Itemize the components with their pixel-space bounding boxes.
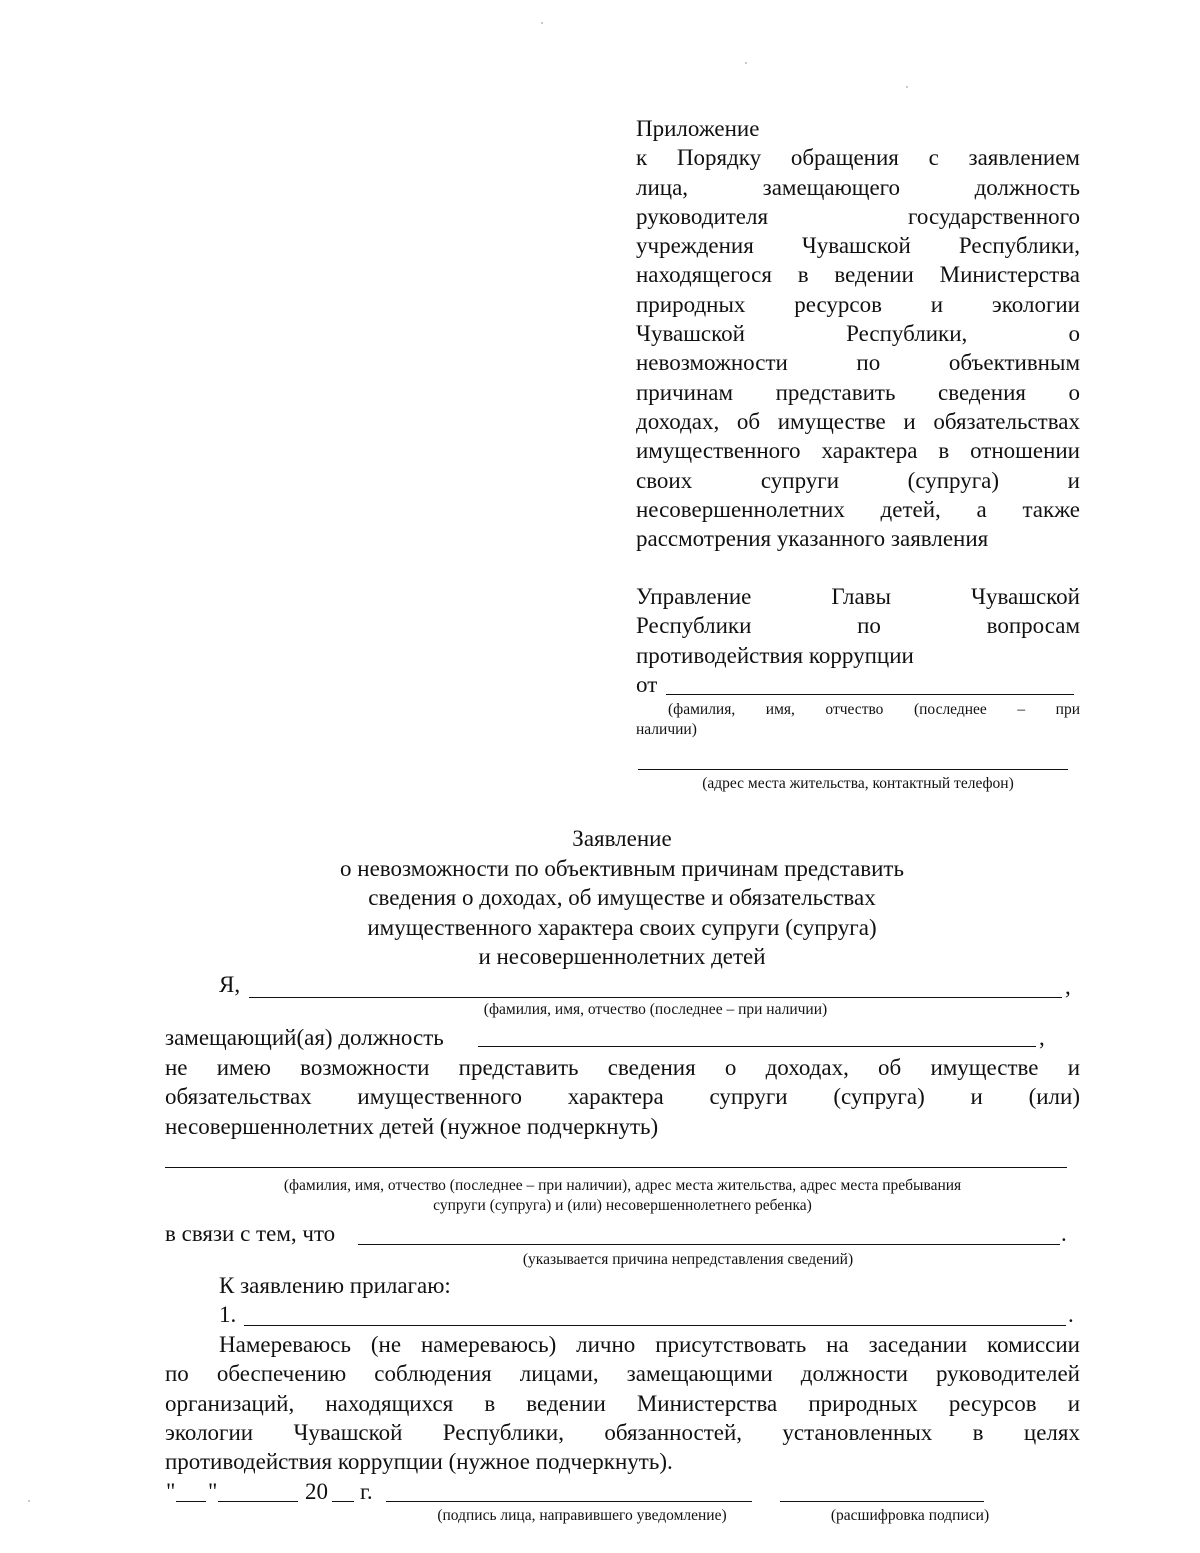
date-quote-close: " xyxy=(208,1479,218,1504)
addressee-line: Управление Главы Чувашской xyxy=(636,584,1080,609)
scan-speck xyxy=(541,22,543,24)
signature-hint: (подпись лица, направившего уведомление) xyxy=(437,1507,727,1524)
from-label: от xyxy=(636,671,658,697)
date-day-field-line xyxy=(176,1501,206,1502)
attachments-label: К заявлению прилагаю: xyxy=(219,1273,451,1298)
period: . xyxy=(1068,1302,1074,1327)
date-year-suffix: г. xyxy=(360,1479,373,1504)
appendix-line: учреждения Чувашской Республики, xyxy=(636,233,1080,259)
from-fio-field-line xyxy=(666,694,1074,695)
paragraph-commission: Намереваюсь (не намереваюсь) лично присутствовать на заседании комиссии по обеспечению соблюдения лицами, замещающими должности руководителей организаций, находящихся в ведении Министерства природных ресурсов и экологии Чувашской Республики, обязанностей, установленных в целях противодействия коррупции (нужное подчеркнуть). xyxy=(165,1332,1080,1475)
date-year-prefix: 20 xyxy=(305,1479,328,1504)
appendix-line: причинам представить сведения о xyxy=(636,379,1080,405)
appendix-line: невозможности по объективным xyxy=(636,350,1080,376)
spouse-info-hint: (фамилия, имя, отчество (последнее – при наличии), адрес места жительства, адрес места пребывания супруги (супруга) и (или) несовершеннолетнего ребенка) xyxy=(283,1177,962,1214)
reason-hint: (указывается причина непредставления сведений) xyxy=(522,1251,854,1268)
appendix-block xyxy=(636,114,1080,553)
date-month-field-line xyxy=(218,1501,298,1502)
position-field-line xyxy=(478,1046,1036,1047)
scan-speck xyxy=(906,86,908,88)
scan-speck xyxy=(28,1500,30,1502)
i-label: Я, xyxy=(219,972,241,997)
applicant-fio-field-line xyxy=(249,997,1062,998)
appendix-line: несовершеннолетних детей, а также xyxy=(636,496,1080,522)
reason-field-line xyxy=(358,1244,1060,1245)
comma: , xyxy=(1065,974,1071,999)
appendix-line: находящегося в ведении Министерства xyxy=(636,262,1080,288)
position-label: замещающий(ая) должность xyxy=(165,1025,444,1050)
addressee-block xyxy=(636,582,1080,699)
addressee-line: Республики по вопросам xyxy=(636,613,1080,639)
appendix-line: к Порядку обращения с заявлением xyxy=(636,145,1080,171)
period: . xyxy=(1061,1221,1067,1246)
appendix-line: имущественного характера в отношении xyxy=(636,438,1080,464)
scan-speck xyxy=(745,62,747,64)
signature-decode-field-line xyxy=(780,1501,984,1502)
paragraph-no-possibility: не имею возможности представить сведения о доходах, об имуществе и обязательствах имущественного характера супруги (супруга) и (или) несовершеннолетних детей (нужное подчеркнуть) xyxy=(165,1055,1080,1139)
address-field-line xyxy=(638,769,1068,770)
attachment-item-number: 1. xyxy=(219,1302,237,1327)
from-fio-hint: (фамилия, имя, отчество (последнее – при наличии) xyxy=(636,701,1080,738)
statement-title: Заявление xyxy=(572,826,672,851)
date-year-field-line xyxy=(332,1501,354,1502)
attachment-field-line xyxy=(244,1325,1066,1326)
reason-label: в связи с тем, что xyxy=(165,1221,336,1246)
spouse-info-field-line xyxy=(165,1167,1067,1168)
appendix-line: Чувашской Республики, о xyxy=(636,321,1080,347)
comma: , xyxy=(1039,1025,1045,1050)
appendix-title: Приложение xyxy=(636,116,760,141)
appendix-line: лица, замещающего должность xyxy=(636,174,1080,200)
date-quote-open: " xyxy=(166,1479,176,1504)
appendix-line: доходах, об имуществе и обязательствах xyxy=(636,408,1080,434)
appendix-line: своих супруги (супруга) и xyxy=(636,467,1080,493)
signature-decode-hint: (расшифровка подписи) xyxy=(830,1507,990,1524)
statement-subtitle: о невозможности по объективным причинам представить сведения о доходах, об имуществе и обязательствах имущественного характера своих супруги (супруга) и несовершеннолетних детей xyxy=(340,856,904,969)
addressee-line: противодействия коррупции xyxy=(636,642,914,668)
address-hint: (адрес места жительства, контактный телефон) xyxy=(702,775,1014,792)
appendix-line: природных ресурсов и экологии xyxy=(636,291,1080,317)
appendix-line: рассмотрения указанного заявления xyxy=(636,526,989,552)
signature-field-line xyxy=(386,1501,752,1502)
appendix-line: руководителя государственного xyxy=(636,203,1080,229)
applicant-fio-hint: (фамилия, имя, отчество (последнее – при наличии) xyxy=(483,1001,828,1018)
